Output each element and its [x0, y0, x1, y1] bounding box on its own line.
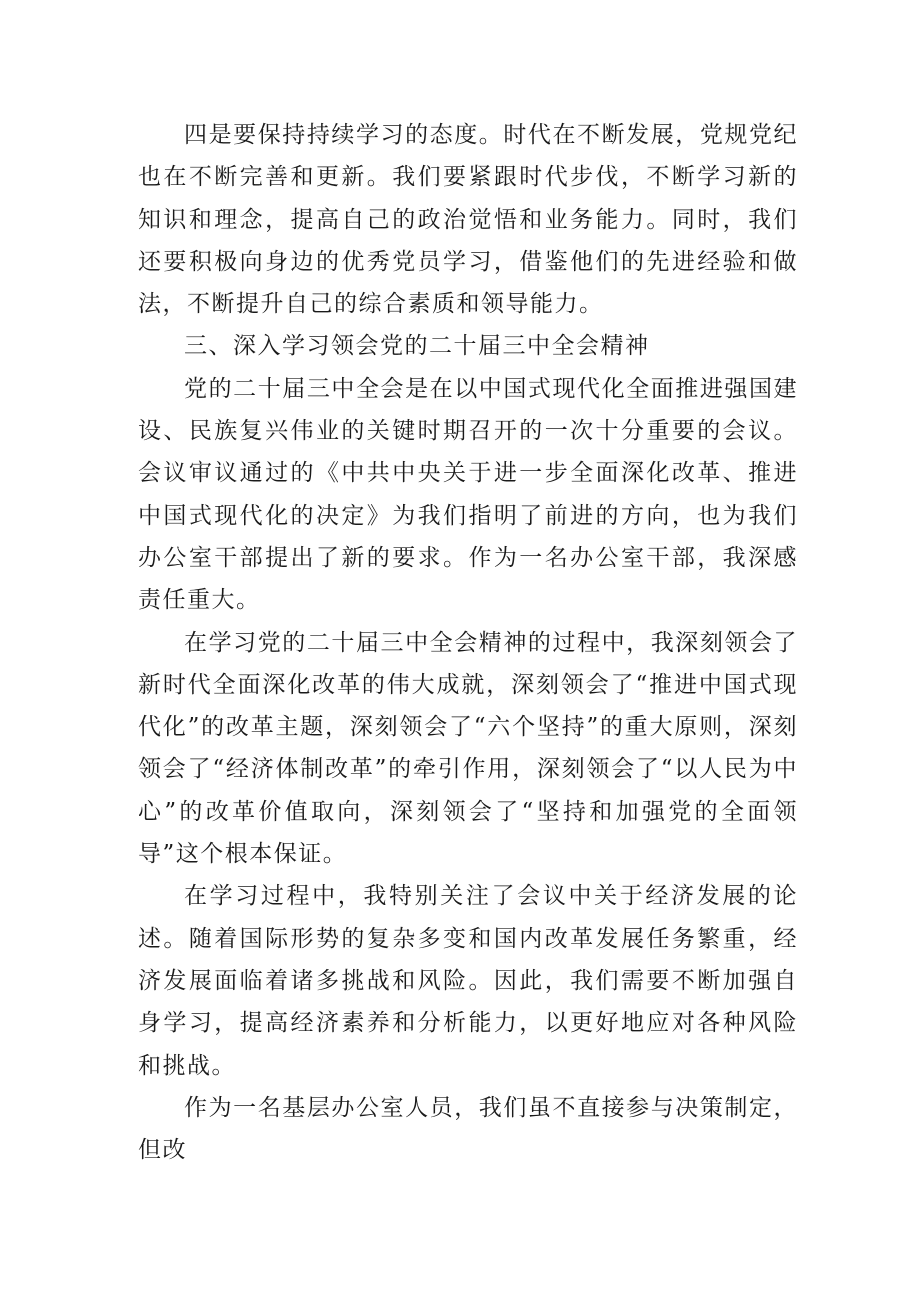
paragraph-grassroots-office: 作为一名基层办公室人员，我们虽不直接参与决策制定，但改	[138, 1094, 798, 1164]
section-heading-third-plenum: 三、深入学习领会党的二十届三中全会精神	[184, 333, 650, 360]
paragraph-plenum-significance: 党的二十届三中全会是在以中国式现代化全面推进强国建设、民族复兴伟业的关键时期召开的一次十分重要的会议。会议审议通过的《中共中央关于进一步全面深化改革、推进中国式现代化的决定》为我们指明了前进的方向，也为我们办公室干部提出了新的要求。作为一名办公室干部，我深感责任重大。	[138, 375, 798, 614]
document-body	[138, 114, 798, 1171]
paragraph-continuous-learning: 四是要保持持续学习的态度。时代在不断发展，党规党纪也在不断完善和更新。我们要紧跟时代步伐，不断学习新的知识和理念，提高自己的政治觉悟和业务能力。同时，我们还要积极向身边的优秀党员学习，借鉴他们的先进经验和做法，不断提升自己的综合素质和领导能力。	[138, 122, 798, 318]
paragraph-plenum-understanding: 在学习党的二十届三中全会精神的过程中，我深刻领会了新时代全面深化改革的伟大成就，深刻领会了“推进中国式现代化”的改革主题，深刻领会了“六个坚持”的重大原则，深刻领会了“经济体制改革”的牵引作用，深刻领会了“以人民为中心”的改革价值取向，深刻领会了“坚持和加强党的全面领导”这个根本保证。	[138, 629, 798, 868]
paragraph-economic-development: 在学习过程中，我特别关注了会议中关于经济发展的论述。随着国际形势的复杂多变和国内改革发展任务繁重，经济发展面临着诸多挑战和风险。因此，我们需要不断加强自身学习，提高经济素养和分析能力，以更好地应对各种风险和挑战。	[138, 883, 798, 1079]
